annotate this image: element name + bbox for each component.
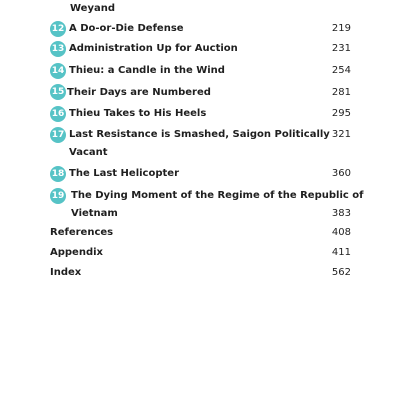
chapter-title-line-2: Vietnam <box>71 208 118 219</box>
chapter-title: The Last Helicopter <box>69 168 179 179</box>
chapter-number-badge: 19 <box>50 188 66 204</box>
back-matter-title: Index <box>50 267 82 278</box>
chapter-number-badge: 12 <box>50 21 66 37</box>
page-number: 281 <box>331 87 351 98</box>
page-number: 219 <box>331 23 351 34</box>
chapter-number-badge: 17 <box>50 127 66 143</box>
chapter-title-line-1: The Dying Moment of the Regime of the Republic of <box>71 190 364 201</box>
back-matter-title: Appendix <box>50 247 103 258</box>
chapter-number-badge: 13 <box>50 41 66 57</box>
toc-continuation-text: Weyand <box>70 3 115 14</box>
chapter-title: A Do-or-Die Defense <box>69 23 184 34</box>
page-number: 321 <box>331 129 351 140</box>
page-number: 360 <box>331 168 351 179</box>
chapter-number-badge: 14 <box>50 63 66 79</box>
chapter-title-line-2: Vacant <box>69 147 108 158</box>
page-number: 295 <box>331 108 351 119</box>
chapter-number-badge: 18 <box>50 166 66 182</box>
page-number: 562 <box>331 267 351 278</box>
page-number: 383 <box>331 208 351 219</box>
chapter-title: Their Days are Numbered <box>67 87 211 98</box>
page-number: 254 <box>331 65 351 76</box>
page-number: 408 <box>331 227 351 238</box>
chapter-title-line-1: Last Resistance is Smashed, Saigon Politically <box>69 129 330 140</box>
chapter-title: Thieu Takes to His Heels <box>69 108 207 119</box>
chapter-title: Administration Up for Auction <box>69 43 238 54</box>
chapter-title: Thieu: a Candle in the Wind <box>69 65 225 76</box>
back-matter-title: References <box>50 227 114 238</box>
page-number: 411 <box>331 247 351 258</box>
chapter-number-badge: 15 <box>50 84 66 100</box>
chapter-number-badge: 16 <box>50 106 66 122</box>
page-number: 231 <box>331 43 351 54</box>
